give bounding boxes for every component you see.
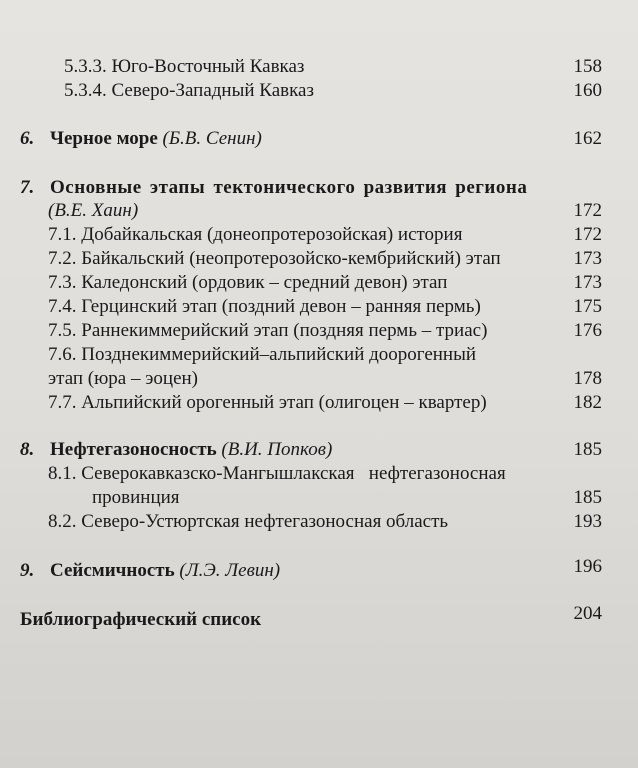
chapter-author: (В.И. Попков) (221, 439, 333, 460)
page-number: 178 (573, 368, 602, 389)
page-number: 193 (573, 511, 602, 532)
chapter-number: 7. (20, 177, 35, 198)
page-number: 175 (573, 296, 602, 317)
toc-bibliography: Библиографический список (20, 609, 262, 630)
toc-entry-7-4: 7.4. Герцинский этап (поздний девон – ранняя пермь) (48, 296, 481, 317)
chapter-title: Нефтегазоносность (50, 439, 217, 460)
chapter-author: (Л.Э. Левин) (179, 560, 281, 581)
page-number: 162 (573, 128, 602, 149)
chapter-author: (Б.В. Сенин) (162, 128, 262, 149)
page-number: 182 (573, 392, 602, 413)
page-number: 173 (573, 272, 602, 293)
toc-entry-7-3: 7.3. Каледонский (ордовик – средний девон) этап (48, 272, 448, 293)
page-number: 176 (573, 320, 602, 341)
toc-entry-7-7: 7.7. Альпийский орогенный этап (олигоцен – квартер) (48, 392, 487, 413)
toc-entry-8-2: 8.2. Северо-Устюртская нефтегазоносная область (48, 511, 449, 532)
chapter-number: 8. (20, 439, 35, 460)
page-number: 160 (573, 80, 602, 101)
toc-entry-8-1: 8.1. Северокавказско-Мангышлакская нефтегазоносная (48, 463, 506, 484)
toc-chapter-6 (20, 128, 262, 150)
toc-entry-7-1: 7.1. Добайкальская (донеопротерозойская) история (48, 224, 463, 245)
page-number: 173 (573, 248, 602, 269)
page-number: 172 (573, 200, 602, 221)
chapter-title: Сейсмичность (50, 560, 175, 581)
toc-entry-7-6: 7.6. Позднекиммерийский–альпийский доорогенный (48, 344, 477, 365)
toc-chapter-7 (20, 177, 527, 199)
chapter-number: 9. (20, 560, 35, 581)
page-number: 185 (573, 439, 602, 460)
toc-entry-7-5: 7.5. Раннекиммерийский этап (поздняя пермь – триас) (48, 320, 488, 341)
page-number: 196 (573, 556, 602, 577)
toc-entry-8-1-continued: провинция (92, 487, 180, 508)
page-number: 172 (573, 224, 602, 245)
toc-chapter-8 (20, 439, 332, 461)
chapter-title: Основные этапы тектонического развития региона (50, 177, 528, 198)
chapter-title: Черное море (50, 128, 158, 149)
page-number: 204 (573, 603, 602, 624)
toc-entry-5-3-3: 5.3.3. Юго-Восточный Кавказ (64, 56, 305, 77)
page-number: 158 (573, 56, 602, 77)
toc-chapter-9 (20, 560, 280, 582)
chapter-author: (В.Е. Хаин) (48, 200, 139, 221)
toc-entry-5-3-4: 5.3.4. Северо-Западный Кавказ (64, 80, 314, 101)
toc-entry-7-2: 7.2. Байкальский (неопротерозойско-кембрийский) этап (48, 248, 501, 269)
toc-entry-7-6-continued: этап (юра – эоцен) (48, 368, 198, 389)
page-number: 185 (573, 487, 602, 508)
chapter-number: 6. (20, 128, 35, 149)
